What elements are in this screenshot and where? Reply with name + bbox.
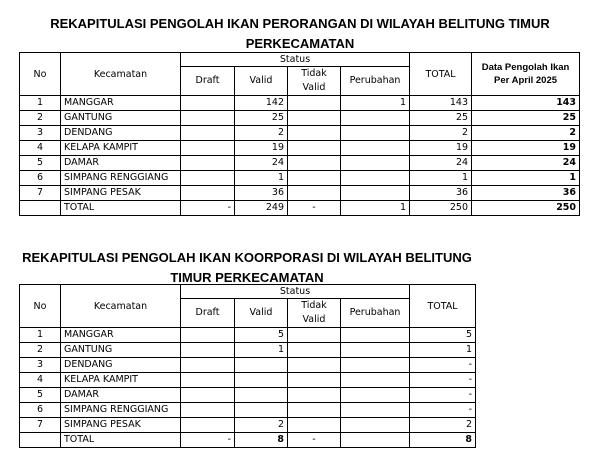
cell-valid xyxy=(235,358,288,373)
header-valid: Valid xyxy=(235,299,288,328)
cell-tidak-valid xyxy=(288,418,341,433)
cell-perubahan xyxy=(341,126,410,141)
table2-koorporasi xyxy=(19,284,476,448)
cell-draft xyxy=(181,328,235,343)
cell-draft xyxy=(181,171,235,186)
cell-kecamatan: DENDANG xyxy=(61,126,181,141)
cell-kecamatan: DAMAR xyxy=(61,388,181,403)
cell-kecamatan: KELAPA KAMPIT xyxy=(61,141,181,156)
cell-total: 5 xyxy=(410,328,476,343)
cell-draft xyxy=(181,418,235,433)
cell-valid xyxy=(235,388,288,403)
cell-tidak-valid xyxy=(288,96,341,111)
cell-perubahan xyxy=(341,171,410,186)
header-draft: Draft xyxy=(181,67,235,96)
table-row xyxy=(20,358,476,373)
cell-tidak-valid xyxy=(288,156,341,171)
cell-valid: 2 xyxy=(235,418,288,433)
cell-no xyxy=(20,201,61,216)
cell-valid: 2 xyxy=(235,126,288,141)
cell-valid: 25 xyxy=(235,111,288,126)
cell-data-pengolah: 25 xyxy=(472,111,580,126)
cell-no: 1 xyxy=(20,96,61,111)
cell-valid: 5 xyxy=(235,328,288,343)
cell-total: 8 xyxy=(410,433,476,448)
cell-draft: - xyxy=(181,201,235,216)
table-row xyxy=(20,388,476,403)
cell-draft xyxy=(181,343,235,358)
table1-perorangan xyxy=(19,52,580,216)
table-row xyxy=(20,96,580,111)
cell-valid: 249 xyxy=(235,201,288,216)
cell-total: 1 xyxy=(410,343,476,358)
cell-total: 250 xyxy=(410,201,472,216)
header-tidak-valid: Tidak Valid xyxy=(288,67,341,96)
cell-no: 1 xyxy=(20,328,61,343)
cell-valid: 142 xyxy=(235,96,288,111)
header-status: Status xyxy=(181,53,410,67)
table2-title xyxy=(19,248,475,288)
cell-draft xyxy=(181,141,235,156)
cell-kecamatan: KELAPA KAMPIT xyxy=(61,373,181,388)
cell-valid xyxy=(235,373,288,388)
cell-perubahan xyxy=(341,388,410,403)
cell-total: 2 xyxy=(410,418,476,433)
cell-no: 6 xyxy=(20,171,61,186)
cell-perubahan xyxy=(341,433,410,448)
cell-perubahan xyxy=(341,141,410,156)
cell-tidak-valid xyxy=(288,343,341,358)
cell-kecamatan: DENDANG xyxy=(61,358,181,373)
cell-perubahan xyxy=(341,156,410,171)
cell-total: 2 xyxy=(410,126,472,141)
table1-title-line2: PERKECAMATAN xyxy=(245,36,355,51)
cell-total: - xyxy=(410,403,476,418)
cell-valid: 1 xyxy=(235,171,288,186)
cell-no: 4 xyxy=(20,373,61,388)
header-no: No xyxy=(20,285,61,328)
cell-data-pengolah: 250 xyxy=(472,201,580,216)
table-row xyxy=(20,171,580,186)
cell-perubahan xyxy=(341,186,410,201)
cell-total-label: TOTAL xyxy=(61,201,181,216)
table-row xyxy=(20,373,476,388)
cell-tidak-valid xyxy=(288,388,341,403)
cell-data-pengolah: 19 xyxy=(472,141,580,156)
cell-no: 5 xyxy=(20,156,61,171)
cell-no: 6 xyxy=(20,403,61,418)
header-status: Status xyxy=(181,285,410,299)
cell-draft xyxy=(181,111,235,126)
cell-total: - xyxy=(410,358,476,373)
cell-no: 2 xyxy=(20,111,61,126)
cell-kecamatan: MANGGAR xyxy=(61,328,181,343)
cell-draft xyxy=(181,358,235,373)
cell-total: 36 xyxy=(410,186,472,201)
cell-perubahan xyxy=(341,343,410,358)
table-row xyxy=(20,111,580,126)
cell-tidak-valid: - xyxy=(288,433,341,448)
cell-total: 24 xyxy=(410,156,472,171)
header-perubahan: Perubahan xyxy=(341,67,410,96)
table-row xyxy=(20,403,476,418)
cell-draft xyxy=(181,403,235,418)
table-row xyxy=(20,141,580,156)
table1-title-line1: REKAPITULASI PENGOLAH IKAN PERORANGAN DI WILAYAH BELITUNG TIMUR xyxy=(50,16,550,31)
table-row xyxy=(20,186,580,201)
cell-no: 3 xyxy=(20,126,61,141)
cell-kecamatan: SIMPANG PESAK xyxy=(61,186,181,201)
cell-perubahan xyxy=(341,111,410,126)
table2-title-line2: TIMUR PERKECAMATAN xyxy=(170,270,324,285)
cell-tidak-valid xyxy=(288,373,341,388)
header-no: No xyxy=(20,53,61,96)
table-row xyxy=(20,328,476,343)
cell-valid: 24 xyxy=(235,156,288,171)
header-total: TOTAL xyxy=(410,53,472,96)
cell-draft xyxy=(181,126,235,141)
cell-perubahan: 1 xyxy=(341,201,410,216)
cell-valid xyxy=(235,403,288,418)
cell-kecamatan: MANGGAR xyxy=(61,96,181,111)
cell-valid: 1 xyxy=(235,343,288,358)
table-row xyxy=(20,418,476,433)
cell-kecamatan: SIMPANG RENGGIANG xyxy=(61,171,181,186)
cell-tidak-valid xyxy=(288,171,341,186)
cell-tidak-valid xyxy=(288,186,341,201)
cell-tidak-valid xyxy=(288,403,341,418)
cell-tidak-valid xyxy=(288,358,341,373)
cell-no: 3 xyxy=(20,358,61,373)
cell-tidak-valid xyxy=(288,111,341,126)
cell-no: 7 xyxy=(20,186,61,201)
table1-title xyxy=(30,14,570,54)
cell-draft xyxy=(181,388,235,403)
cell-no xyxy=(20,433,61,448)
header-draft: Draft xyxy=(181,299,235,328)
header-data-pengolah: Data Pengolah Ikan Per April 2025 xyxy=(472,53,580,96)
cell-valid: 8 xyxy=(235,433,288,448)
cell-tidak-valid xyxy=(288,141,341,156)
header-kecamatan: Kecamatan xyxy=(61,285,181,328)
header-valid: Valid xyxy=(235,67,288,96)
cell-total: 25 xyxy=(410,111,472,126)
cell-kecamatan: GANTUNG xyxy=(61,343,181,358)
cell-total: 19 xyxy=(410,141,472,156)
cell-valid: 36 xyxy=(235,186,288,201)
header-kecamatan: Kecamatan xyxy=(61,53,181,96)
cell-tidak-valid xyxy=(288,328,341,343)
cell-kecamatan: SIMPANG PESAK xyxy=(61,418,181,433)
header-tidak-valid: Tidak Valid xyxy=(288,299,341,328)
cell-total: 1 xyxy=(410,171,472,186)
header-total: TOTAL xyxy=(410,285,476,328)
cell-total: 143 xyxy=(410,96,472,111)
cell-total: - xyxy=(410,388,476,403)
cell-kecamatan: DAMAR xyxy=(61,156,181,171)
cell-total-label: TOTAL xyxy=(61,433,181,448)
cell-data-pengolah: 24 xyxy=(472,156,580,171)
cell-no: 4 xyxy=(20,141,61,156)
cell-perubahan: 1 xyxy=(341,96,410,111)
table2-title-line1: REKAPITULASI PENGOLAH IKAN KOORPORASI DI WILAYAH BELITUNG xyxy=(22,250,472,265)
header-perubahan: Perubahan xyxy=(341,299,410,328)
cell-draft xyxy=(181,96,235,111)
cell-no: 5 xyxy=(20,388,61,403)
table-row xyxy=(20,156,580,171)
cell-perubahan xyxy=(341,328,410,343)
cell-draft xyxy=(181,186,235,201)
cell-perubahan xyxy=(341,403,410,418)
cell-data-pengolah: 2 xyxy=(472,126,580,141)
cell-perubahan xyxy=(341,358,410,373)
table-row xyxy=(20,343,476,358)
cell-no: 7 xyxy=(20,418,61,433)
total-row xyxy=(20,433,476,448)
total-row xyxy=(20,201,580,216)
cell-valid: 19 xyxy=(235,141,288,156)
cell-no: 2 xyxy=(20,343,61,358)
cell-draft xyxy=(181,156,235,171)
cell-data-pengolah: 36 xyxy=(472,186,580,201)
cell-data-pengolah: 143 xyxy=(472,96,580,111)
cell-perubahan xyxy=(341,373,410,388)
cell-perubahan xyxy=(341,418,410,433)
cell-draft xyxy=(181,373,235,388)
cell-kecamatan: GANTUNG xyxy=(61,111,181,126)
cell-total: - xyxy=(410,373,476,388)
cell-kecamatan: SIMPANG RENGGIANG xyxy=(61,403,181,418)
cell-draft: - xyxy=(181,433,235,448)
table-row xyxy=(20,126,580,141)
cell-tidak-valid: - xyxy=(288,201,341,216)
cell-data-pengolah: 1 xyxy=(472,171,580,186)
cell-tidak-valid xyxy=(288,126,341,141)
